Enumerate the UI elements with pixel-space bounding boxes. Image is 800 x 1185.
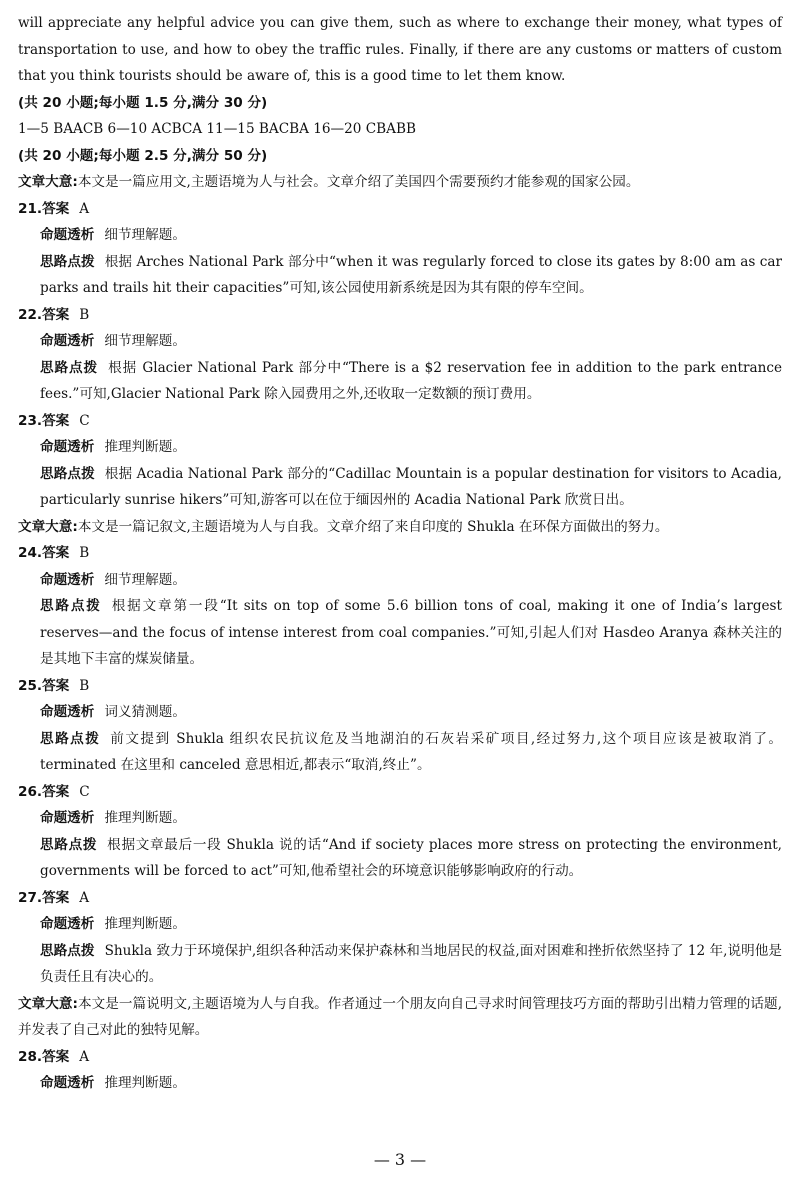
question-25: 25.答案 B: [18, 677, 90, 694]
hint-27: 思路点拨 Shukla 致力于环境保护,组织各种活动来保护森林和当地居民的权益,面对困难和挫折依然坚持了 12 年,说明他是负责任且有决心的。: [40, 942, 783, 985]
analysis-23: 命题透析 推理判断题。: [40, 439, 186, 455]
section1-answers: 1—5 BAACB 6—10 ACBCA 11—15 BACBA 16—20 CBABB: [18, 121, 416, 137]
summary-label: 文章大意:: [18, 174, 78, 190]
analysis-21: 命题透析 细节理解题。: [40, 227, 186, 243]
summary-text: 本文是一篇说明文,主题语境为人与自我。作者通过一个朋友向自己寻求时间管理技巧方面的帮助引出精力管理的话题,并发表了自己对此的独特见解。: [18, 995, 783, 1038]
summary-text: 本文是一篇记叙文,主题语境为人与自我。文章介绍了来自印度的 Shukla 在环保方面做出的努力。: [77, 518, 669, 535]
summary-b: [18, 514, 782, 541]
section1-header: (共 20 小题;每小题 1.5 分,满分 30 分): [18, 94, 268, 111]
question-27: 27.答案 A: [18, 889, 90, 906]
question-21: 21.答案 A: [18, 200, 90, 217]
summary-a: [18, 169, 782, 196]
hint-22: 思路点拨 根据 Glacier National Park 部分中“There is a $2 reservation fee in addition to the park entrance fees.”可知,Glacier National Park 除入园费用之外,还收取一定数额的预订费用。: [40, 359, 782, 402]
hint-25: 思路点拨 前文提到 Shukla 组织农民抗议危及当地湖泊的石灰岩采矿项目,经过努力,这个项目应该是被取消了。terminated 在这里和 canceled 意思相近,都表示“取消,终止”。: [40, 730, 783, 773]
question-24: 24.答案 B: [18, 545, 90, 561]
analysis-25: 命题透析 词义猜测题。: [40, 704, 186, 720]
summary-text: 本文是一篇应用文,主题语境为人与社会。文章介绍了美国四个需要预约才能参观的国家公园。: [77, 174, 640, 190]
summary-c: [18, 991, 782, 1044]
question-23: 23.答案 C: [18, 412, 90, 429]
hint-23: 思路点拨 根据 Acadia National Park 部分的“Cadillac Mountain is a popular destination for visitors to Acadia, particularly sunrise hikers”可知,游客可以在位于缅因州的 Acadia National Park 欣赏日出。: [40, 465, 782, 508]
hint-21: 思路点拨 根据 Arches National Park 部分中“when it was regularly forced to close its gates by 8:00 am as car parks and trails hit their capacities”可知,该公园使用新系统是因为其有限的停车空间。: [40, 253, 782, 296]
question-26: 26.答案 C: [18, 783, 90, 800]
hint-24: 思路点拨 根据文章第一段“It sits on top of some 5.6 billion tons of coal, making it one of India’s largest reserves—and the focus of intense interest from coal companies.”可知,引起人们对 Hasdeo Aranya 森林关注的是其地下丰富的煤炭储量。: [40, 598, 783, 667]
question-28: 28.答案 A: [18, 1048, 90, 1065]
page-number: — 3 —: [373, 1150, 427, 1169]
section2-header: (共 20 小题;每小题 2.5 分,满分 50 分): [18, 147, 268, 164]
analysis-26: 命题透析 推理判断题。: [40, 810, 186, 826]
analysis-22: 命题透析 细节理解题。: [40, 333, 186, 349]
analysis-24: 命题透析 细节理解题。: [40, 571, 186, 588]
question-22: 22.答案 B: [18, 306, 90, 323]
intro-paragraph: will appreciate any helpful advice you can give them, such as where to exchange their money, what types of transportation to use, and how to obey the traffic rules. Finally, if there are any customs or matters of custom that you think tourists should be aware of, this is a good time to let them know.: [18, 15, 782, 84]
summary-label: 文章大意:: [18, 518, 78, 535]
analysis-27: 命题透析 推理判断题。: [40, 916, 186, 932]
summary-label: 文章大意:: [18, 995, 78, 1012]
analysis-28: 命题透析 推理判断题。: [40, 1075, 186, 1091]
hint-26: 思路点拨 根据文章最后一段 Shukla 说的话“And if society places more stress on protecting the environment, governments will be forced to act”可知,他希望社会的环境意识能够影响政府的行动。: [40, 836, 782, 879]
